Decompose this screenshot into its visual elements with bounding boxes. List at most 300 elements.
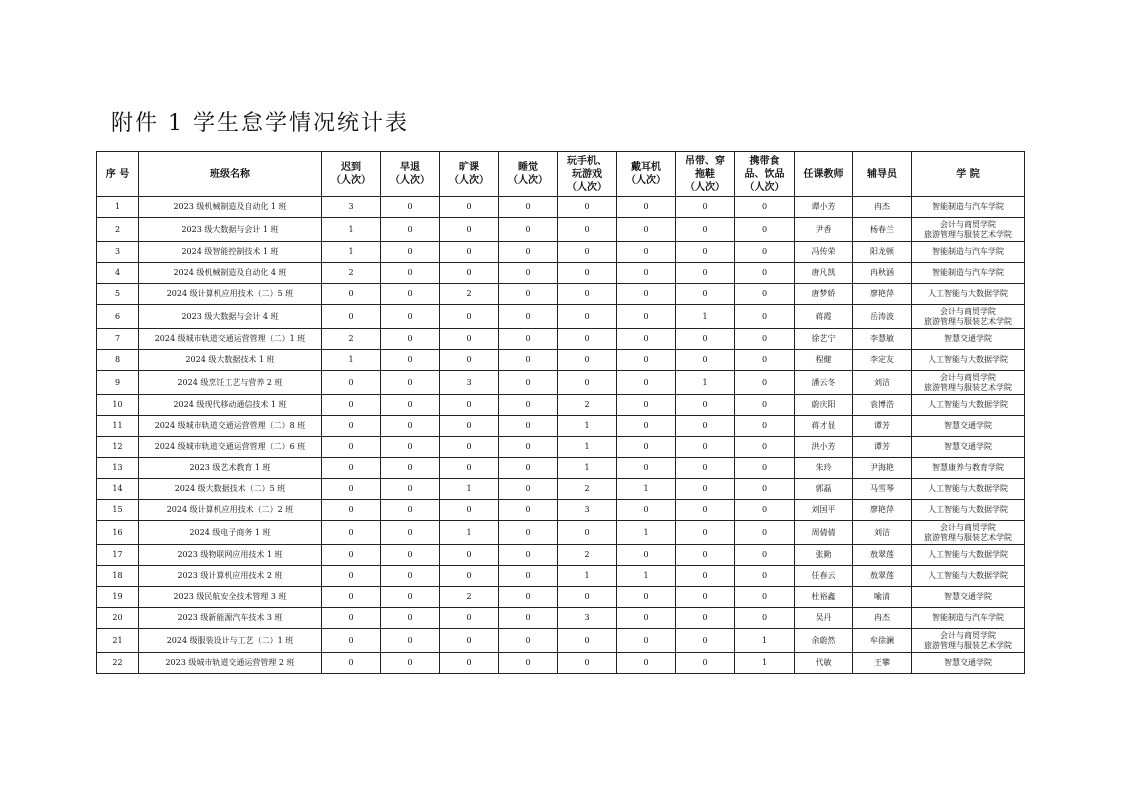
cell-phone-gaming: 2	[558, 479, 617, 500]
cell-index: 19	[97, 587, 139, 608]
header-text: （人次）	[567, 181, 607, 193]
college-name: 智能制造与汽车学院	[932, 613, 1004, 622]
cell-sleeping: 0	[499, 545, 558, 566]
cell-teacher: 杜裕鑫	[795, 587, 853, 608]
cell-leave-early: 0	[381, 329, 440, 350]
cell-leave-early: 0	[381, 479, 440, 500]
cell-late: 1	[322, 218, 381, 242]
cell-college	[912, 608, 1025, 629]
cell-phone-gaming: 0	[558, 587, 617, 608]
cell-sling-slippers: 0	[676, 242, 735, 263]
cell-absent: 2	[440, 587, 499, 608]
cell-earphones: 0	[617, 395, 676, 416]
cell-sling-slippers: 0	[676, 587, 735, 608]
header-text: 班级名称	[210, 168, 250, 180]
cell-absent: 0	[440, 500, 499, 521]
cell-leave-early: 0	[381, 629, 440, 653]
college-name: 旅游管理与服装艺术学院	[924, 382, 1012, 392]
cell-leave-early: 0	[381, 371, 440, 395]
cell-leave-early: 0	[381, 350, 440, 371]
cell-sleeping: 0	[499, 395, 558, 416]
cell-phone-gaming: 1	[558, 416, 617, 437]
cell-earphones: 0	[617, 263, 676, 284]
cell-earphones: 1	[617, 479, 676, 500]
cell-index: 3	[97, 242, 139, 263]
cell-index: 22	[97, 653, 139, 674]
cell-sleeping: 0	[499, 305, 558, 329]
cell-earphones: 0	[617, 500, 676, 521]
college-name: 智慧康养与教育学院	[932, 463, 1004, 472]
cell-college	[912, 329, 1025, 350]
cell-college	[912, 545, 1025, 566]
header-index	[97, 152, 139, 197]
cell-counselor: 廖艳萍	[853, 500, 912, 521]
cell-class-name: 2024 级智能控制技术 1 班	[139, 242, 322, 263]
header-text: 任课教师	[803, 168, 844, 180]
cell-counselor: 冉杰	[853, 608, 912, 629]
cell-earphones: 0	[617, 284, 676, 305]
cell-index: 4	[97, 263, 139, 284]
cell-earphones: 0	[617, 329, 676, 350]
cell-class-name: 2024 级计算机应用技术（二）2 班	[139, 500, 322, 521]
college-name: 旅游管理与服装艺术学院	[924, 640, 1012, 650]
cell-earphones: 0	[617, 350, 676, 371]
cell-teacher: 蒋霞	[795, 305, 853, 329]
header-phone-gaming	[558, 152, 617, 197]
cell-sling-slippers: 0	[676, 329, 735, 350]
college-name: 人工智能与大数据学院	[928, 289, 1008, 298]
cell-class-name: 2023 级大数据与会计 1 班	[139, 218, 322, 242]
cell-earphones: 0	[617, 242, 676, 263]
cell-phone-gaming: 0	[558, 218, 617, 242]
cell-leave-early: 0	[381, 587, 440, 608]
cell-sleeping: 0	[499, 263, 558, 284]
cell-late: 0	[322, 395, 381, 416]
cell-counselor: 刘洁	[853, 521, 912, 545]
cell-late: 3	[322, 197, 381, 218]
cell-counselor: 岳涛波	[853, 305, 912, 329]
page-title: 附件 1 学生怠学情况统计表	[111, 111, 409, 136]
cell-leave-early: 0	[381, 395, 440, 416]
cell-sleeping: 0	[499, 629, 558, 653]
cell-phone-gaming: 1	[558, 458, 617, 479]
table-row	[97, 521, 1025, 545]
cell-leave-early: 0	[381, 437, 440, 458]
cell-late: 0	[322, 521, 381, 545]
cell-earphones: 1	[617, 521, 676, 545]
header-text: 吊带、穿	[685, 155, 725, 167]
cell-absent: 0	[440, 263, 499, 284]
college-name: 会计与商贸学院	[940, 306, 996, 316]
header-sleeping	[499, 152, 558, 197]
header-late	[322, 152, 381, 197]
cell-food-drink: 0	[735, 350, 795, 371]
cell-late: 0	[322, 479, 381, 500]
cell-leave-early: 0	[381, 521, 440, 545]
cell-sling-slippers: 0	[676, 608, 735, 629]
truancy-statistics-table	[96, 151, 1025, 674]
cell-phone-gaming: 0	[558, 197, 617, 218]
cell-sleeping: 0	[499, 350, 558, 371]
cell-food-drink: 0	[735, 416, 795, 437]
cell-college	[912, 197, 1025, 218]
cell-food-drink: 0	[735, 545, 795, 566]
cell-class-name: 2024 级城市轨道交通运营管理（二）1 班	[139, 329, 322, 350]
cell-college	[912, 653, 1025, 674]
cell-counselor: 冉杰	[853, 197, 912, 218]
cell-earphones: 0	[617, 197, 676, 218]
cell-index: 13	[97, 458, 139, 479]
cell-absent: 3	[440, 371, 499, 395]
cell-phone-gaming: 2	[558, 545, 617, 566]
cell-class-name: 2023 级城市轨道交通运营管理 2 班	[139, 653, 322, 674]
cell-absent: 0	[440, 197, 499, 218]
cell-index: 14	[97, 479, 139, 500]
cell-phone-gaming: 0	[558, 242, 617, 263]
table-header-row	[97, 152, 1025, 197]
table-row	[97, 437, 1025, 458]
college-name: 旅游管理与服装艺术学院	[924, 532, 1012, 542]
cell-phone-gaming: 0	[558, 629, 617, 653]
cell-counselor: 阳龙顿	[853, 242, 912, 263]
header-text: 拖鞋	[695, 168, 715, 180]
cell-college	[912, 305, 1025, 329]
cell-index: 21	[97, 629, 139, 653]
header-absent	[440, 152, 499, 197]
cell-late: 1	[322, 242, 381, 263]
cell-leave-early: 0	[381, 263, 440, 284]
cell-sleeping: 0	[499, 587, 558, 608]
table-row	[97, 500, 1025, 521]
cell-sling-slippers: 0	[676, 458, 735, 479]
cell-earphones: 0	[617, 587, 676, 608]
cell-absent: 0	[440, 416, 499, 437]
college-name: 人工智能与大数据学院	[928, 400, 1008, 409]
header-college	[912, 152, 1025, 197]
cell-food-drink: 0	[735, 458, 795, 479]
cell-counselor: 冉秋涵	[853, 263, 912, 284]
cell-food-drink: 0	[735, 197, 795, 218]
cell-leave-early: 0	[381, 242, 440, 263]
cell-index: 17	[97, 545, 139, 566]
cell-late: 0	[322, 416, 381, 437]
cell-phone-gaming: 0	[558, 653, 617, 674]
cell-late: 0	[322, 437, 381, 458]
cell-counselor: 李定友	[853, 350, 912, 371]
cell-late: 0	[322, 545, 381, 566]
cell-class-name: 2024 级烹饪工艺与营养 2 班	[139, 371, 322, 395]
cell-college	[912, 284, 1025, 305]
cell-food-drink: 0	[735, 521, 795, 545]
cell-index: 16	[97, 521, 139, 545]
cell-leave-early: 0	[381, 416, 440, 437]
header-text: 品、饮品	[744, 168, 785, 180]
cell-counselor: 刘洁	[853, 371, 912, 395]
cell-phone-gaming: 0	[558, 284, 617, 305]
cell-late: 0	[322, 629, 381, 653]
cell-index: 12	[97, 437, 139, 458]
college-name: 智慧交通学院	[944, 442, 992, 451]
cell-counselor: 杨春兰	[853, 218, 912, 242]
cell-college	[912, 566, 1025, 587]
cell-absent: 2	[440, 284, 499, 305]
cell-index: 11	[97, 416, 139, 437]
cell-class-name: 2024 级大数据技术 1 班	[139, 350, 322, 371]
cell-counselor: 牟徐澜	[853, 629, 912, 653]
cell-earphones: 1	[617, 566, 676, 587]
cell-sleeping: 0	[499, 458, 558, 479]
table-row	[97, 608, 1025, 629]
cell-index: 20	[97, 608, 139, 629]
table-row	[97, 371, 1025, 395]
cell-food-drink: 0	[735, 479, 795, 500]
cell-food-drink: 0	[735, 284, 795, 305]
header-text: （人次）	[390, 175, 430, 186]
cell-index: 2	[97, 218, 139, 242]
cell-counselor: 谭芳	[853, 416, 912, 437]
cell-food-drink: 0	[735, 566, 795, 587]
college-name: 智能制造与汽车学院	[932, 247, 1004, 256]
cell-leave-early: 0	[381, 305, 440, 329]
cell-sleeping: 0	[499, 500, 558, 521]
college-name: 人工智能与大数据学院	[928, 571, 1008, 580]
table-row	[97, 218, 1025, 242]
cell-absent: 1	[440, 521, 499, 545]
cell-absent: 0	[440, 545, 499, 566]
cell-teacher: 代敏	[795, 653, 853, 674]
cell-late: 1	[322, 350, 381, 371]
cell-absent: 0	[440, 629, 499, 653]
cell-sleeping: 0	[499, 479, 558, 500]
college-name: 旅游管理与服装艺术学院	[924, 229, 1012, 239]
cell-college	[912, 587, 1025, 608]
cell-teacher: 唐凡凯	[795, 263, 853, 284]
cell-absent: 0	[440, 653, 499, 674]
cell-food-drink: 0	[735, 263, 795, 284]
cell-college	[912, 218, 1025, 242]
header-text: （人次）	[449, 175, 489, 186]
cell-college	[912, 263, 1025, 284]
cell-absent: 0	[440, 305, 499, 329]
cell-late: 0	[322, 653, 381, 674]
header-earphones	[617, 152, 676, 197]
table-row	[97, 395, 1025, 416]
cell-sleeping: 0	[499, 242, 558, 263]
cell-late: 2	[322, 329, 381, 350]
cell-leave-early: 0	[381, 545, 440, 566]
cell-teacher: 谭小芳	[795, 197, 853, 218]
cell-earphones: 0	[617, 653, 676, 674]
cell-sleeping: 0	[499, 521, 558, 545]
table-row	[97, 350, 1025, 371]
cell-class-name: 2024 级计算机应用技术（二）5 班	[139, 284, 322, 305]
cell-class-name: 2024 级机械制造及自动化 4 班	[139, 263, 322, 284]
table-row	[97, 629, 1025, 653]
table-body	[97, 197, 1025, 674]
table-row	[97, 545, 1025, 566]
cell-food-drink: 1	[735, 629, 795, 653]
cell-counselor: 尹海艳	[853, 458, 912, 479]
header-text: 旷课	[459, 162, 479, 173]
cell-teacher: 刘国平	[795, 500, 853, 521]
cell-teacher: 洪小芳	[795, 437, 853, 458]
cell-index: 1	[97, 197, 139, 218]
header-text: （人次）	[331, 175, 371, 186]
cell-counselor: 袁博浩	[853, 395, 912, 416]
cell-counselor: 敖翠莲	[853, 545, 912, 566]
cell-food-drink: 0	[735, 608, 795, 629]
cell-teacher: 冯传荣	[795, 242, 853, 263]
cell-sling-slippers: 0	[676, 629, 735, 653]
cell-sling-slippers: 1	[676, 305, 735, 329]
cell-class-name: 2023 级大数据与会计 4 班	[139, 305, 322, 329]
cell-college	[912, 416, 1025, 437]
cell-sling-slippers: 0	[676, 545, 735, 566]
table-row	[97, 479, 1025, 500]
table-row	[97, 329, 1025, 350]
cell-college	[912, 350, 1025, 371]
college-name: 智能制造与汽车学院	[932, 268, 1004, 277]
cell-sling-slippers: 0	[676, 653, 735, 674]
cell-phone-gaming: 1	[558, 437, 617, 458]
cell-earphones: 0	[617, 305, 676, 329]
college-name: 人工智能与大数据学院	[928, 355, 1008, 364]
cell-late: 0	[322, 608, 381, 629]
cell-sling-slippers: 0	[676, 416, 735, 437]
cell-sling-slippers: 0	[676, 218, 735, 242]
cell-food-drink: 0	[735, 500, 795, 521]
cell-teacher: 朱玲	[795, 458, 853, 479]
header-text: （人次）	[508, 175, 548, 186]
cell-college	[912, 242, 1025, 263]
cell-late: 0	[322, 305, 381, 329]
cell-sling-slippers: 0	[676, 284, 735, 305]
cell-absent: 0	[440, 395, 499, 416]
college-name: 智慧交通学院	[944, 658, 992, 667]
header-text: 辅导员	[867, 168, 897, 180]
college-name: 会计与商贸学院	[940, 522, 996, 532]
cell-absent: 0	[440, 566, 499, 587]
table-row	[97, 566, 1025, 587]
cell-sling-slippers: 0	[676, 479, 735, 500]
cell-sleeping: 0	[499, 608, 558, 629]
cell-index: 9	[97, 371, 139, 395]
cell-late: 0	[322, 371, 381, 395]
cell-class-name: 2024 级城市轨道交通运营管理（二）8 班	[139, 416, 322, 437]
cell-class-name: 2024 级大数据技术（二）5 班	[139, 479, 322, 500]
cell-sling-slippers: 0	[676, 500, 735, 521]
cell-index: 18	[97, 566, 139, 587]
cell-absent: 0	[440, 242, 499, 263]
cell-food-drink: 0	[735, 395, 795, 416]
cell-counselor: 谭芳	[853, 437, 912, 458]
cell-absent: 0	[440, 218, 499, 242]
header-text: 学 院	[956, 168, 980, 180]
cell-class-name: 2024 级服装设计与工艺（二）1 班	[139, 629, 322, 653]
cell-teacher: 潘云冬	[795, 371, 853, 395]
cell-teacher: 唐梦娇	[795, 284, 853, 305]
cell-college	[912, 500, 1025, 521]
cell-college	[912, 479, 1025, 500]
cell-phone-gaming: 2	[558, 395, 617, 416]
cell-sling-slippers: 0	[676, 521, 735, 545]
cell-absent: 0	[440, 350, 499, 371]
cell-teacher: 周倩倩	[795, 521, 853, 545]
header-sling-slippers	[676, 152, 735, 197]
header-text: （人次）	[626, 175, 666, 186]
cell-sleeping: 0	[499, 329, 558, 350]
cell-sling-slippers: 0	[676, 197, 735, 218]
cell-leave-early: 0	[381, 284, 440, 305]
cell-absent: 0	[440, 608, 499, 629]
table-row	[97, 305, 1025, 329]
college-name: 会计与商贸学院	[940, 219, 996, 229]
cell-class-name: 2023 级计算机应用技术 2 班	[139, 566, 322, 587]
header-text: 早退	[400, 162, 420, 173]
college-name: 人工智能与大数据学院	[928, 550, 1008, 559]
cell-late: 0	[322, 284, 381, 305]
college-name: 智慧交通学院	[944, 334, 992, 343]
cell-sleeping: 0	[499, 437, 558, 458]
cell-teacher: 程健	[795, 350, 853, 371]
cell-college	[912, 371, 1025, 395]
cell-phone-gaming: 0	[558, 350, 617, 371]
table-row	[97, 653, 1025, 674]
cell-leave-early: 0	[381, 608, 440, 629]
cell-class-name: 2024 级现代移动通信技术 1 班	[139, 395, 322, 416]
table-row	[97, 263, 1025, 284]
cell-counselor: 喻清	[853, 587, 912, 608]
cell-college	[912, 437, 1025, 458]
cell-college	[912, 458, 1025, 479]
table-row	[97, 458, 1025, 479]
cell-phone-gaming: 0	[558, 329, 617, 350]
cell-class-name: 2024 级电子商务 1 班	[139, 521, 322, 545]
cell-teacher: 任春云	[795, 566, 853, 587]
cell-sling-slippers: 0	[676, 263, 735, 284]
cell-leave-early: 0	[381, 500, 440, 521]
cell-leave-early: 0	[381, 566, 440, 587]
header-food-drink	[735, 152, 795, 197]
college-name: 会计与商贸学院	[940, 372, 996, 382]
cell-leave-early: 0	[381, 197, 440, 218]
cell-index: 15	[97, 500, 139, 521]
header-text: 睡觉	[518, 162, 538, 173]
cell-food-drink: 0	[735, 329, 795, 350]
header-text: 戴耳机	[631, 162, 661, 173]
cell-sleeping: 0	[499, 197, 558, 218]
cell-counselor: 王攀	[853, 653, 912, 674]
cell-class-name: 2024 级城市轨道交通运营管理（二）6 班	[139, 437, 322, 458]
cell-earphones: 0	[617, 437, 676, 458]
cell-earphones: 0	[617, 371, 676, 395]
cell-late: 0	[322, 500, 381, 521]
cell-earphones: 0	[617, 629, 676, 653]
cell-phone-gaming: 0	[558, 521, 617, 545]
cell-sling-slippers: 0	[676, 566, 735, 587]
cell-leave-early: 0	[381, 458, 440, 479]
cell-class-name: 2023 级民航安全技术管理 3 班	[139, 587, 322, 608]
cell-phone-gaming: 1	[558, 566, 617, 587]
cell-sleeping: 0	[499, 566, 558, 587]
cell-leave-early: 0	[381, 218, 440, 242]
cell-teacher: 余蔚然	[795, 629, 853, 653]
cell-earphones: 0	[617, 458, 676, 479]
table-row	[97, 197, 1025, 218]
cell-class-name: 2023 级机械制造及自动化 1 班	[139, 197, 322, 218]
college-name: 智慧交通学院	[944, 592, 992, 601]
cell-sleeping: 0	[499, 653, 558, 674]
